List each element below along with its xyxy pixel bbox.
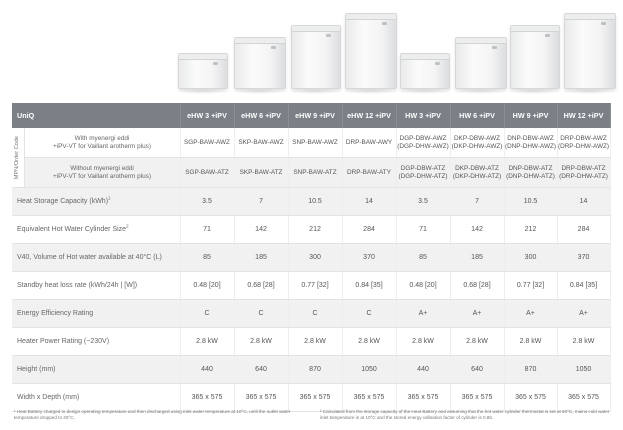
- footnote-marker: 1: [108, 195, 111, 201]
- order-code-cell: DNP-DBW-ATZ (DNP-DHW-ATZ): [504, 158, 557, 188]
- product-image-hw-12: [564, 13, 616, 89]
- order-code-cell: DGP-DBW-AWZ (DGP-DHW-AWZ): [396, 128, 450, 158]
- header-model: eHW 3 +iPV: [180, 103, 234, 128]
- order-code-cell: SGP-BAW-ATZ: [180, 158, 234, 188]
- table-cell: 365 x 575: [557, 384, 610, 412]
- table-cell: 85: [180, 244, 234, 272]
- row-label: [12, 328, 180, 356]
- order-code-cell: DNP-DBW-AWZ (DNP-DHW-AWZ): [504, 128, 557, 158]
- row-label-text: Width x Depth (mm): [17, 394, 80, 401]
- table-row: [12, 328, 610, 356]
- table-cell: A+: [504, 300, 557, 328]
- table-cell: 370: [557, 244, 610, 272]
- table-cell: 2.8 kW: [557, 328, 610, 356]
- order-code-cell: DRP-BAW-ATY: [342, 158, 396, 188]
- table-cell: 365 x 575: [504, 384, 557, 412]
- header-model: HW 12 +iPV: [557, 103, 610, 128]
- header-model: HW 3 +iPV: [396, 103, 450, 128]
- table-cell: 365 x 575: [234, 384, 288, 412]
- product-image-ehw-9: [291, 25, 341, 89]
- order-code-label-line: +iPV-VT for Vaillant arotherm plus): [53, 172, 151, 180]
- row-label-text: Equivalent Hot Water Cylinder Size: [17, 226, 127, 233]
- table-row: [12, 244, 610, 272]
- order-code-cell: SNP-BAW-ATZ: [288, 158, 342, 188]
- table-cell: 640: [450, 356, 504, 384]
- order-code-label-with: [24, 128, 180, 158]
- table-cell: 1050: [557, 356, 610, 384]
- row-label: [12, 356, 180, 384]
- table-cell: 10.5: [504, 188, 557, 216]
- order-code-cell: DKP-DBW-AWZ (DKP-DHW-AWZ): [450, 128, 504, 158]
- header-model: eHW 6 +iPV: [234, 103, 288, 128]
- table-row: [12, 216, 610, 244]
- row-label-text: V40, Volume of Hot water available at 40°C (L): [17, 254, 162, 261]
- table-cell: 300: [288, 244, 342, 272]
- order-code-cell: DKP-DBW-ATZ (DKP-DHW-ATZ): [450, 158, 504, 188]
- table-cell: 365 x 575: [288, 384, 342, 412]
- table-cell: 0.48 [20]: [396, 272, 450, 300]
- order-code-cell: DGP-DBW-ATZ (DGP-DHW-ATZ): [396, 158, 450, 188]
- table-cell: 2.8 kW: [396, 328, 450, 356]
- table-cell: 370: [342, 244, 396, 272]
- table-cell: 2.8 kW: [450, 328, 504, 356]
- order-code-label-without: [24, 158, 180, 188]
- header-model: eHW 12 +iPV: [342, 103, 396, 128]
- table-cell: C: [288, 300, 342, 328]
- table-cell: 142: [234, 216, 288, 244]
- table-cell: 2.8 kW: [180, 328, 234, 356]
- table-cell: 0.84 [35]: [557, 272, 610, 300]
- table-cell: 640: [234, 356, 288, 384]
- spec-table: [12, 103, 611, 412]
- table-row: [12, 384, 610, 412]
- table-cell: 365 x 575: [342, 384, 396, 412]
- order-code-cell: DRP-DBW-AWZ (DRP-DHW-AWZ): [557, 128, 610, 158]
- table-cell: A+: [396, 300, 450, 328]
- row-label-text: Heater Power Rating (~230V): [17, 338, 110, 345]
- table-cell: 2.8 kW: [288, 328, 342, 356]
- row-label: [12, 272, 180, 300]
- row-label-text: Heat Storage Capacity (kWh): [17, 198, 109, 205]
- row-label: [12, 188, 180, 216]
- footnote-1: ¹ Heat Battery charged to design operating temperature and then discharged using inlet water temperature at 10°C, until the outlet water temperature dropped to 40°C.: [14, 409, 291, 420]
- order-code-label-line: +iPV-VT for Vaillant arotherm plus): [53, 142, 151, 150]
- table-row: [12, 356, 610, 384]
- table-cell: 0.68 [28]: [234, 272, 288, 300]
- table-cell: 212: [504, 216, 557, 244]
- table-cell: 1050: [342, 356, 396, 384]
- table-row: [12, 300, 610, 328]
- table-cell: 365 x 575: [450, 384, 504, 412]
- table-cell: 870: [504, 356, 557, 384]
- row-label: [12, 216, 180, 244]
- table-header-row: [12, 103, 610, 128]
- table-cell: 0.48 [20]: [180, 272, 234, 300]
- row-label: [12, 244, 180, 272]
- table-cell: 0.77 [32]: [288, 272, 342, 300]
- order-code-row-with: [12, 128, 610, 158]
- table-cell: 71: [180, 216, 234, 244]
- row-label-text: Energy Efficiency Rating: [17, 310, 94, 317]
- product-image-ehw-12: [345, 13, 397, 89]
- table-cell: A+: [450, 300, 504, 328]
- table-cell: C: [342, 300, 396, 328]
- footnote-2: ² Calculated from the storage capacity of the Heat Battery and assuming that the hot water cylinder thermostat is set at 60°C, mains cold water inlet temperature is at 10°C and the stored energy utilisation factor of cylinder is 0.85.: [320, 409, 610, 420]
- product-image-ehw-6: [234, 37, 286, 89]
- order-code-side-label: MPN/Order Code: [14, 135, 20, 180]
- table-cell: 3.5: [180, 188, 234, 216]
- table-cell: 212: [288, 216, 342, 244]
- order-code-row-without: [12, 158, 610, 188]
- header-model: HW 9 +iPV: [504, 103, 557, 128]
- header-model: eHW 9 +iPV: [288, 103, 342, 128]
- order-code-label-line: Without myenergi eddi: [70, 165, 134, 172]
- row-label: [12, 300, 180, 328]
- table-cell: 365 x 575: [396, 384, 450, 412]
- table-cell: 300: [504, 244, 557, 272]
- table-cell: A+: [557, 300, 610, 328]
- order-code-side-label-cell: [12, 128, 24, 188]
- table-cell: 365 x 575: [180, 384, 234, 412]
- product-image-hw-9: [510, 25, 560, 89]
- table-cell: 185: [234, 244, 288, 272]
- product-image-hw-3: [400, 53, 450, 89]
- footnote-marker: 2: [126, 223, 129, 229]
- table-cell: 142: [450, 216, 504, 244]
- product-images: [0, 0, 623, 100]
- order-code-cell: SKP-BAW-ATZ: [234, 158, 288, 188]
- table-cell: 2.8 kW: [342, 328, 396, 356]
- table-cell: 71: [396, 216, 450, 244]
- table-cell: 7: [234, 188, 288, 216]
- order-code-cell: DRP-BAW-AWY: [342, 128, 396, 158]
- order-code-cell: SNP-BAW-AWZ: [288, 128, 342, 158]
- table-cell: 14: [342, 188, 396, 216]
- table-row: [12, 272, 610, 300]
- order-code-cell: SKP-BAW-AWZ: [234, 128, 288, 158]
- table-cell: 14: [557, 188, 610, 216]
- table-cell: C: [234, 300, 288, 328]
- table-cell: 10.5: [288, 188, 342, 216]
- row-label: [12, 384, 180, 412]
- table-cell: 284: [342, 216, 396, 244]
- table-cell: 3.5: [396, 188, 450, 216]
- table-cell: 2.8 kW: [504, 328, 557, 356]
- table-row: [12, 188, 610, 216]
- header-model: HW 6 +iPV: [450, 103, 504, 128]
- table-cell: C: [180, 300, 234, 328]
- table-cell: 0.77 [32]: [504, 272, 557, 300]
- order-code-label-line: With myenergi eddi: [74, 135, 130, 142]
- row-label-text: Height (mm): [17, 366, 56, 373]
- product-image-ehw-3: [178, 53, 228, 89]
- table-cell: 440: [180, 356, 234, 384]
- table-cell: 7: [450, 188, 504, 216]
- order-code-cell: DRP-DBW-ATZ (DRP-DHW-ATZ): [557, 158, 610, 188]
- header-uniq: UniQ: [12, 103, 180, 128]
- table-cell: 185: [450, 244, 504, 272]
- product-image-hw-6: [455, 37, 507, 89]
- table-cell: 2.8 kW: [234, 328, 288, 356]
- table-cell: 0.84 [35]: [342, 272, 396, 300]
- table-cell: 284: [557, 216, 610, 244]
- table-cell: 85: [396, 244, 450, 272]
- table-cell: 440: [396, 356, 450, 384]
- table-cell: 0.68 [28]: [450, 272, 504, 300]
- table-cell: 870: [288, 356, 342, 384]
- order-code-cell: SGP-BAW-AWZ: [180, 128, 234, 158]
- row-label-text: Standby heat loss rate (kWh/24h | [W]): [17, 282, 138, 289]
